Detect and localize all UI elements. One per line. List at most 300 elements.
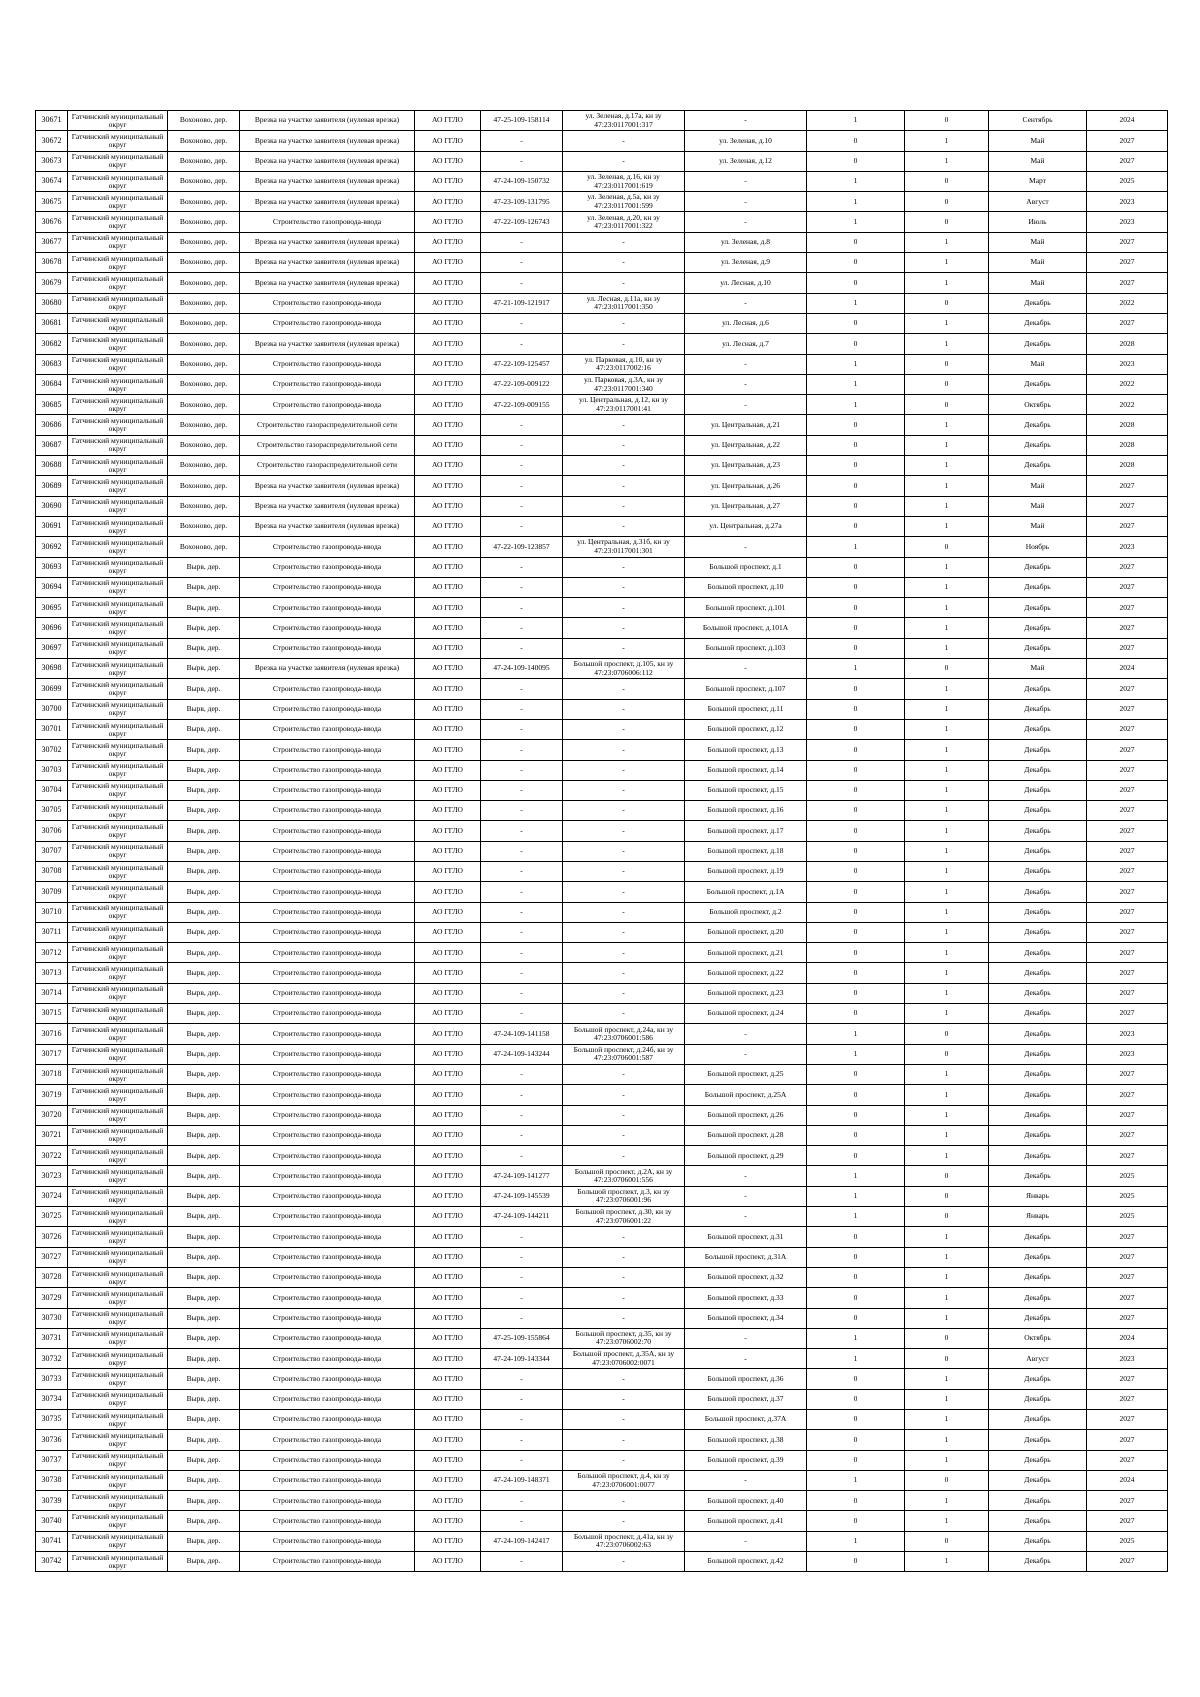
settlement-cell: Вохоново, дер. [168, 537, 240, 557]
organization-cell: АО ГГЛО [415, 821, 481, 841]
table-row [36, 293, 1168, 313]
organization-cell: АО ГГЛО [415, 902, 481, 922]
settlement-cell: Вырв, дер. [168, 922, 240, 942]
month-cell: Ноябрь [989, 537, 1087, 557]
work-type-cell: Строительство газопровода-ввода [240, 1186, 415, 1206]
application-number-cell: - [481, 557, 563, 577]
district-cell: Гатчинский муниципальный округ [68, 1064, 168, 1084]
work-type-cell: Строительство газопровода-ввода [240, 1328, 415, 1348]
district-cell: Гатчинский муниципальный округ [68, 1410, 168, 1430]
count-a-cell: 0 [807, 577, 905, 597]
district-cell: Гатчинский муниципальный округ [68, 618, 168, 638]
district-cell: Гатчинский муниципальный округ [68, 963, 168, 983]
application-number-cell: - [481, 821, 563, 841]
record-number-cell: 30739 [36, 1491, 68, 1511]
settlement-cell: Вохоново, дер. [168, 313, 240, 333]
month-cell: Декабрь [989, 1267, 1087, 1287]
year-cell: 2027 [1087, 699, 1168, 719]
district-cell: Гатчинский муниципальный округ [68, 861, 168, 881]
application-number-cell: 47-24-109-148371 [481, 1470, 563, 1490]
application-number-cell: 47-22-109-123857 [481, 537, 563, 557]
record-number-cell: 30695 [36, 598, 68, 618]
count-a-cell: 0 [807, 334, 905, 354]
record-number-cell: 30723 [36, 1166, 68, 1186]
work-type-cell: Врезка на участке заявителя (нулевая врезка) [240, 476, 415, 496]
year-cell: 2027 [1087, 1450, 1168, 1470]
count-b-cell: 0 [905, 1166, 989, 1186]
count-a-cell: 0 [807, 801, 905, 821]
settlement-cell: Вохоново, дер. [168, 415, 240, 435]
year-cell: 2024 [1087, 111, 1168, 131]
work-type-cell: Строительство газопровода-ввода [240, 1166, 415, 1186]
work-type-cell: Строительство газопровода-ввода [240, 1470, 415, 1490]
year-cell: 2027 [1087, 1511, 1168, 1531]
address-cell: - [685, 1186, 807, 1206]
record-number-cell: 30680 [36, 293, 68, 313]
address-cadastral-cell: - [563, 943, 685, 963]
year-cell: 2024 [1087, 659, 1168, 679]
settlement-cell: Вырв, дер. [168, 943, 240, 963]
count-b-cell: 1 [905, 313, 989, 333]
address-cadastral-cell: - [563, 1247, 685, 1267]
count-a-cell: 1 [807, 1044, 905, 1064]
record-number-cell: 30683 [36, 354, 68, 374]
count-b-cell: 1 [905, 1146, 989, 1166]
record-number-cell: 30738 [36, 1470, 68, 1490]
table-row [36, 1105, 1168, 1125]
address-cadastral-cell: - [563, 1064, 685, 1084]
district-cell: Гатчинский муниципальный округ [68, 476, 168, 496]
table-row [36, 963, 1168, 983]
record-number-cell: 30672 [36, 131, 68, 151]
table-row [36, 1552, 1168, 1572]
application-number-cell: - [481, 151, 563, 171]
table-row [36, 760, 1168, 780]
address-cadastral-cell: ул. Центральная, д.12, кн зу 47:23:0117001:41 [563, 395, 685, 415]
month-cell: Декабрь [989, 1430, 1087, 1450]
work-type-cell: Строительство газопровода-ввода [240, 395, 415, 415]
settlement-cell: Вырв, дер. [168, 1004, 240, 1024]
count-a-cell: 0 [807, 1450, 905, 1470]
count-b-cell: 0 [905, 1024, 989, 1044]
settlement-cell: Вырв, дер. [168, 1166, 240, 1186]
address-cell: - [685, 1328, 807, 1348]
record-number-cell: 30690 [36, 496, 68, 516]
settlement-cell: Вохоново, дер. [168, 212, 240, 232]
year-cell: 2027 [1087, 1552, 1168, 1572]
count-b-cell: 1 [905, 1227, 989, 1247]
address-cadastral-cell: Большой проспект, д.24б, кн зу 47:23:0706001:587 [563, 1044, 685, 1064]
address-cadastral-cell: ул. Центральная, д.31б, кн зу 47:23:0117001:301 [563, 537, 685, 557]
organization-cell: АО ГГЛО [415, 882, 481, 902]
organization-cell: АО ГГЛО [415, 111, 481, 131]
settlement-cell: Вырв, дер. [168, 679, 240, 699]
count-a-cell: 0 [807, 780, 905, 800]
address-cadastral-cell: - [563, 1450, 685, 1470]
year-cell: 2027 [1087, 780, 1168, 800]
address-cadastral-cell: - [563, 861, 685, 881]
district-cell: Гатчинский муниципальный округ [68, 212, 168, 232]
work-type-cell: Строительство газопровода-ввода [240, 618, 415, 638]
year-cell: 2027 [1087, 232, 1168, 252]
count-a-cell: 0 [807, 1267, 905, 1287]
month-cell: Май [989, 253, 1087, 273]
work-type-cell: Строительство газопровода-ввода [240, 1491, 415, 1511]
settlement-cell: Вырв, дер. [168, 1430, 240, 1450]
count-a-cell: 0 [807, 1491, 905, 1511]
count-b-cell: 0 [905, 374, 989, 394]
work-type-cell: Строительство газопровода-ввода [240, 1146, 415, 1166]
district-cell: Гатчинский муниципальный округ [68, 293, 168, 313]
count-a-cell: 1 [807, 395, 905, 415]
work-type-cell: Строительство газопровода-ввода [240, 821, 415, 841]
district-cell: Гатчинский муниципальный округ [68, 354, 168, 374]
address-cell: Большой проспект, д.10 [685, 577, 807, 597]
district-cell: Гатчинский муниципальный округ [68, 516, 168, 536]
count-b-cell: 0 [905, 659, 989, 679]
organization-cell: АО ГГЛО [415, 212, 481, 232]
work-type-cell: Строительство газопровода-ввода [240, 557, 415, 577]
year-cell: 2027 [1087, 313, 1168, 333]
year-cell: 2027 [1087, 943, 1168, 963]
record-number-cell: 30673 [36, 151, 68, 171]
district-cell: Гатчинский муниципальный округ [68, 902, 168, 922]
address-cell: Большой проспект, д.26 [685, 1105, 807, 1125]
organization-cell: АО ГГЛО [415, 374, 481, 394]
address-cadastral-cell: - [563, 1227, 685, 1247]
address-cadastral-cell: - [563, 334, 685, 354]
settlement-cell: Вырв, дер. [168, 780, 240, 800]
address-cadastral-cell: - [563, 435, 685, 455]
district-cell: Гатчинский муниципальный округ [68, 1267, 168, 1287]
count-b-cell: 1 [905, 1247, 989, 1267]
settlement-cell: Вырв, дер. [168, 760, 240, 780]
month-cell: Май [989, 151, 1087, 171]
month-cell: Декабрь [989, 374, 1087, 394]
district-cell: Гатчинский муниципальный округ [68, 1369, 168, 1389]
month-cell: Май [989, 516, 1087, 536]
count-a-cell: 1 [807, 374, 905, 394]
month-cell: Декабрь [989, 1552, 1087, 1572]
organization-cell: АО ГГЛО [415, 740, 481, 760]
organization-cell: АО ГГЛО [415, 1349, 481, 1369]
application-number-cell: 47-24-109-150732 [481, 171, 563, 191]
count-b-cell: 1 [905, 253, 989, 273]
settlement-cell: Вырв, дер. [168, 1531, 240, 1551]
organization-cell: АО ГГЛО [415, 476, 481, 496]
work-type-cell: Строительство газопровода-ввода [240, 1125, 415, 1145]
year-cell: 2027 [1087, 841, 1168, 861]
table-row [36, 1450, 1168, 1470]
month-cell: Декабрь [989, 1105, 1087, 1125]
record-number-cell: 30684 [36, 374, 68, 394]
count-b-cell: 1 [905, 1267, 989, 1287]
work-type-cell: Строительство газопровода-ввода [240, 740, 415, 760]
address-cadastral-cell: - [563, 1004, 685, 1024]
count-a-cell: 0 [807, 1247, 905, 1267]
table-row [36, 801, 1168, 821]
record-number-cell: 30682 [36, 334, 68, 354]
month-cell: Декабрь [989, 1247, 1087, 1267]
count-a-cell: 1 [807, 1166, 905, 1186]
month-cell: Сентябрь [989, 111, 1087, 131]
address-cell: - [685, 1349, 807, 1369]
settlement-cell: Вырв, дер. [168, 1064, 240, 1084]
count-b-cell: 1 [905, 334, 989, 354]
year-cell: 2027 [1087, 1247, 1168, 1267]
count-a-cell: 0 [807, 902, 905, 922]
settlement-cell: Вырв, дер. [168, 1349, 240, 1369]
address-cell: Большой проспект, д.42 [685, 1552, 807, 1572]
application-number-cell: - [481, 476, 563, 496]
table-row [36, 1308, 1168, 1328]
count-a-cell: 1 [807, 659, 905, 679]
month-cell: Декабрь [989, 557, 1087, 577]
count-b-cell: 1 [905, 598, 989, 618]
settlement-cell: Вырв, дер. [168, 882, 240, 902]
organization-cell: АО ГГЛО [415, 1186, 481, 1206]
count-a-cell: 0 [807, 1511, 905, 1531]
count-b-cell: 1 [905, 963, 989, 983]
year-cell: 2025 [1087, 171, 1168, 191]
address-cell: Большой проспект, д.41 [685, 1511, 807, 1531]
address-cadastral-cell: - [563, 1430, 685, 1450]
work-type-cell: Строительство газопровода-ввода [240, 780, 415, 800]
month-cell: Май [989, 354, 1087, 374]
work-type-cell: Строительство газопровода-ввода [240, 679, 415, 699]
table-row [36, 334, 1168, 354]
table-row [36, 435, 1168, 455]
organization-cell: АО ГГЛО [415, 1511, 481, 1531]
organization-cell: АО ГГЛО [415, 618, 481, 638]
year-cell: 2025 [1087, 1166, 1168, 1186]
table-row [36, 1207, 1168, 1227]
settlement-cell: Вырв, дер. [168, 902, 240, 922]
address-cadastral-cell: - [563, 1085, 685, 1105]
address-cell: Большой проспект, д.39 [685, 1450, 807, 1470]
count-b-cell: 1 [905, 415, 989, 435]
year-cell: 2027 [1087, 1369, 1168, 1389]
district-cell: Гатчинский муниципальный округ [68, 943, 168, 963]
district-cell: Гатчинский муниципальный округ [68, 1125, 168, 1145]
count-a-cell: 0 [807, 1004, 905, 1024]
count-b-cell: 1 [905, 861, 989, 881]
address-cell: Большой проспект, д.11 [685, 699, 807, 719]
record-number-cell: 30714 [36, 983, 68, 1003]
address-cell: ул. Лесная, д.7 [685, 334, 807, 354]
settlement-cell: Вырв, дер. [168, 1470, 240, 1490]
district-cell: Гатчинский муниципальный округ [68, 435, 168, 455]
work-type-cell: Строительство газопровода-ввода [240, 598, 415, 618]
organization-cell: АО ГГЛО [415, 415, 481, 435]
work-type-cell: Строительство газопровода-ввода [240, 861, 415, 881]
application-number-cell: - [481, 1369, 563, 1389]
month-cell: Декабрь [989, 334, 1087, 354]
district-cell: Гатчинский муниципальный округ [68, 151, 168, 171]
count-b-cell: 1 [905, 151, 989, 171]
count-b-cell: 1 [905, 841, 989, 861]
count-b-cell: 1 [905, 456, 989, 476]
organization-cell: АО ГГЛО [415, 273, 481, 293]
district-cell: Гатчинский муниципальный округ [68, 395, 168, 415]
count-b-cell: 1 [905, 740, 989, 760]
table-row [36, 740, 1168, 760]
district-cell: Гатчинский муниципальный округ [68, 1024, 168, 1044]
application-number-cell: - [481, 760, 563, 780]
table-row [36, 1389, 1168, 1409]
address-cell: - [685, 395, 807, 415]
record-number-cell: 30712 [36, 943, 68, 963]
month-cell: Декабрь [989, 699, 1087, 719]
month-cell: Октябрь [989, 1328, 1087, 1348]
organization-cell: АО ГГЛО [415, 1105, 481, 1125]
organization-cell: АО ГГЛО [415, 516, 481, 536]
count-b-cell: 1 [905, 496, 989, 516]
record-number-cell: 30734 [36, 1389, 68, 1409]
work-type-cell: Строительство газопровода-ввода [240, 1552, 415, 1572]
count-b-cell: 1 [905, 780, 989, 800]
record-number-cell: 30687 [36, 435, 68, 455]
count-a-cell: 1 [807, 1328, 905, 1348]
organization-cell: АО ГГЛО [415, 1044, 481, 1064]
record-number-cell: 30719 [36, 1085, 68, 1105]
table-row [36, 821, 1168, 841]
district-cell: Гатчинский муниципальный округ [68, 1349, 168, 1369]
year-cell: 2027 [1087, 922, 1168, 942]
table-row [36, 537, 1168, 557]
record-number-cell: 30678 [36, 253, 68, 273]
month-cell: Май [989, 476, 1087, 496]
work-type-cell: Врезка на участке заявителя (нулевая врезка) [240, 659, 415, 679]
table-row [36, 557, 1168, 577]
table-row [36, 699, 1168, 719]
table-row [36, 476, 1168, 496]
year-cell: 2028 [1087, 334, 1168, 354]
month-cell: Декабрь [989, 1024, 1087, 1044]
organization-cell: АО ГГЛО [415, 679, 481, 699]
organization-cell: АО ГГЛО [415, 1004, 481, 1024]
address-cell: - [685, 537, 807, 557]
count-b-cell: 0 [905, 395, 989, 415]
work-type-cell: Строительство газопровода-ввода [240, 1308, 415, 1328]
count-a-cell: 0 [807, 1430, 905, 1450]
record-number-cell: 30679 [36, 273, 68, 293]
year-cell: 2027 [1087, 1491, 1168, 1511]
application-number-cell: - [481, 780, 563, 800]
application-number-cell: - [481, 719, 563, 739]
settlement-cell: Вырв, дер. [168, 719, 240, 739]
organization-cell: АО ГГЛО [415, 1531, 481, 1551]
table-row [36, 456, 1168, 476]
address-cell: Большой проспект, д.25 [685, 1064, 807, 1084]
count-b-cell: 1 [905, 902, 989, 922]
address-cadastral-cell: - [563, 801, 685, 821]
record-number-cell: 30710 [36, 902, 68, 922]
district-cell: Гатчинский муниципальный округ [68, 334, 168, 354]
record-number-cell: 30697 [36, 638, 68, 658]
count-b-cell: 1 [905, 1450, 989, 1470]
application-number-cell: - [481, 1511, 563, 1531]
count-b-cell: 1 [905, 983, 989, 1003]
table-row [36, 1186, 1168, 1206]
count-b-cell: 1 [905, 232, 989, 252]
organization-cell: АО ГГЛО [415, 334, 481, 354]
settlement-cell: Вырв, дер. [168, 841, 240, 861]
district-cell: Гатчинский муниципальный округ [68, 679, 168, 699]
work-type-cell: Строительство газопровода-ввода [240, 1288, 415, 1308]
application-number-cell: 47-22-109-126743 [481, 212, 563, 232]
application-number-cell: - [481, 699, 563, 719]
organization-cell: АО ГГЛО [415, 192, 481, 212]
address-cadastral-cell: - [563, 557, 685, 577]
year-cell: 2027 [1087, 273, 1168, 293]
work-type-cell: Строительство газопровода-ввода [240, 1227, 415, 1247]
month-cell: Март [989, 171, 1087, 191]
address-cadastral-cell: - [563, 1125, 685, 1145]
table-row [36, 1085, 1168, 1105]
address-cadastral-cell: Большой проспект, д.2А, кн зу 47:23:0706001:556 [563, 1166, 685, 1186]
application-number-cell: - [481, 313, 563, 333]
application-number-cell: 47-24-109-142417 [481, 1531, 563, 1551]
settlement-cell: Вырв, дер. [168, 1267, 240, 1287]
count-b-cell: 1 [905, 1369, 989, 1389]
address-cell: ул. Зеленая, д.10 [685, 131, 807, 151]
month-cell: Декабрь [989, 983, 1087, 1003]
year-cell: 2027 [1087, 719, 1168, 739]
month-cell: Декабрь [989, 780, 1087, 800]
year-cell: 2027 [1087, 760, 1168, 780]
year-cell: 2023 [1087, 1349, 1168, 1369]
work-type-cell: Строительство газопровода-ввода [240, 841, 415, 861]
work-type-cell: Строительство газораспределительной сети [240, 415, 415, 435]
count-b-cell: 1 [905, 943, 989, 963]
count-a-cell: 1 [807, 537, 905, 557]
district-cell: Гатчинский муниципальный округ [68, 171, 168, 191]
register-table [35, 110, 1168, 1572]
month-cell: Декабрь [989, 1125, 1087, 1145]
record-number-cell: 30735 [36, 1410, 68, 1430]
count-a-cell: 0 [807, 273, 905, 293]
year-cell: 2024 [1087, 1328, 1168, 1348]
application-number-cell: - [481, 1227, 563, 1247]
year-cell: 2027 [1087, 983, 1168, 1003]
count-a-cell: 0 [807, 699, 905, 719]
record-number-cell: 30722 [36, 1146, 68, 1166]
count-b-cell: 1 [905, 516, 989, 536]
address-cell: Большой проспект, д.14 [685, 760, 807, 780]
month-cell: Декабрь [989, 821, 1087, 841]
record-number-cell: 30711 [36, 922, 68, 942]
district-cell: Гатчинский муниципальный округ [68, 1389, 168, 1409]
work-type-cell: Строительство газораспределительной сети [240, 456, 415, 476]
work-type-cell: Врезка на участке заявителя (нулевая врезка) [240, 192, 415, 212]
district-cell: Гатчинский муниципальный округ [68, 1044, 168, 1064]
count-b-cell: 1 [905, 699, 989, 719]
settlement-cell: Вырв, дер. [168, 983, 240, 1003]
organization-cell: АО ГГЛО [415, 171, 481, 191]
count-b-cell: 0 [905, 171, 989, 191]
district-cell: Гатчинский муниципальный округ [68, 1105, 168, 1125]
application-number-cell: - [481, 1064, 563, 1084]
address-cell: Большой проспект, д.20 [685, 922, 807, 942]
address-cell: - [685, 354, 807, 374]
month-cell: Май [989, 659, 1087, 679]
address-cell: Большой проспект, д.33 [685, 1288, 807, 1308]
count-b-cell: 1 [905, 557, 989, 577]
year-cell: 2027 [1087, 679, 1168, 699]
table-row [36, 1531, 1168, 1551]
settlement-cell: Вырв, дер. [168, 1369, 240, 1389]
